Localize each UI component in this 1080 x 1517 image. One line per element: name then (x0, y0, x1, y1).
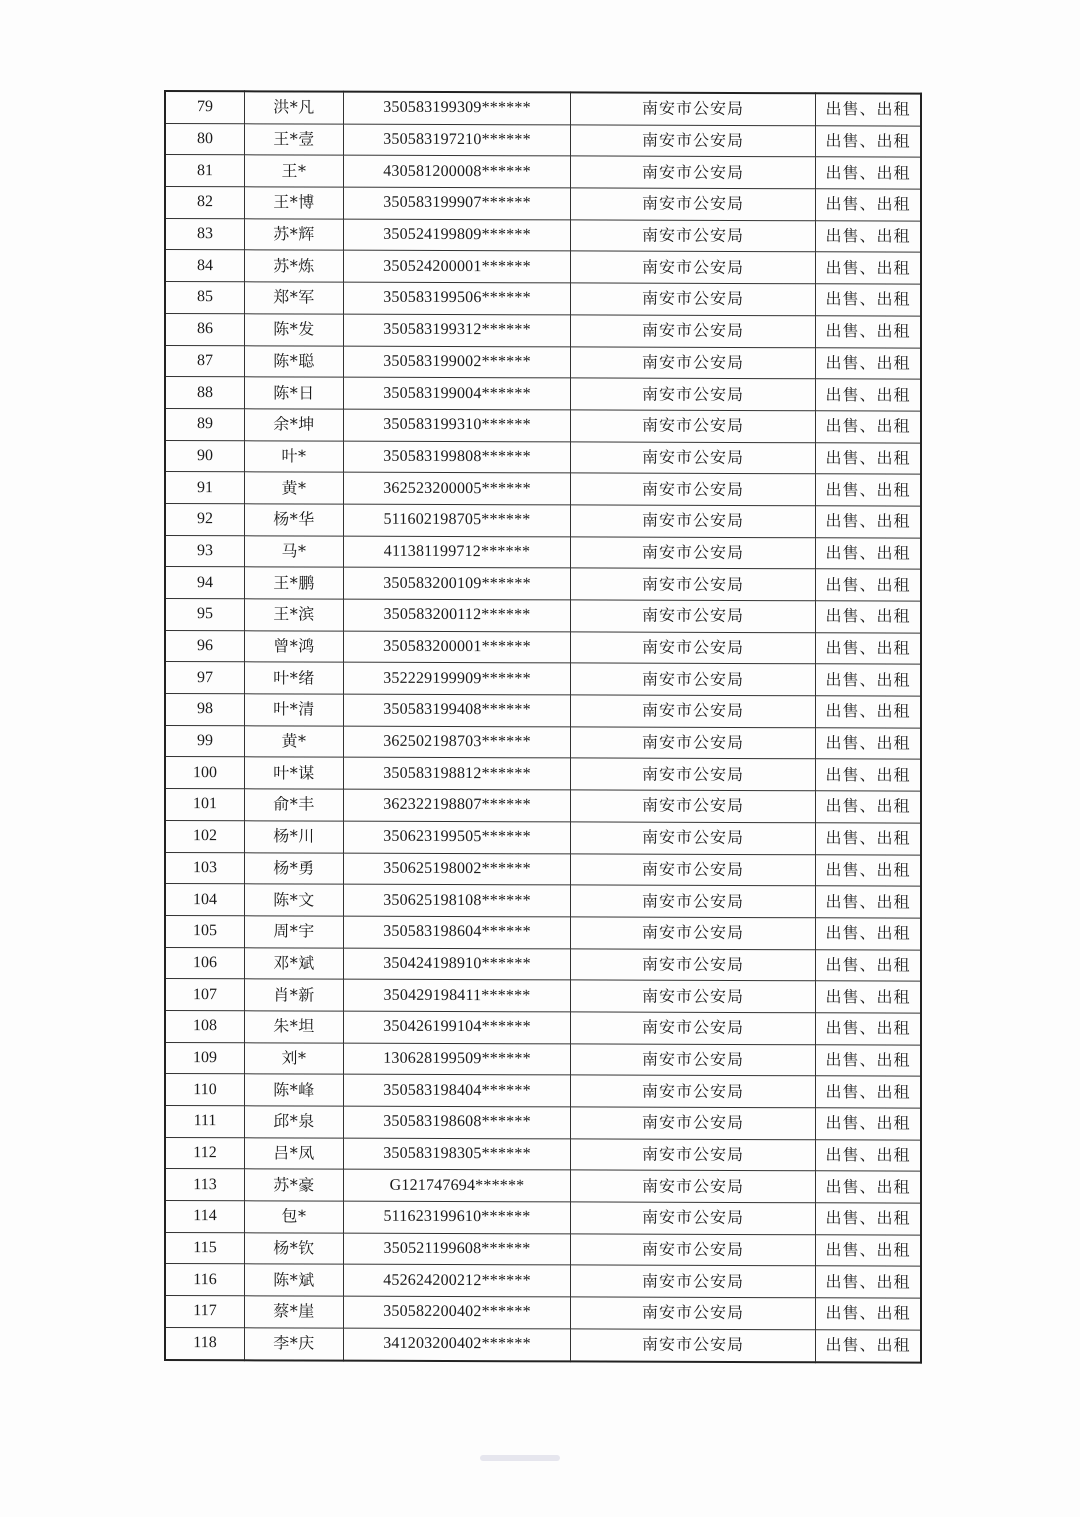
table-row (165, 1106, 921, 1140)
cell-id-number: 430581200008****** (344, 156, 571, 188)
table-row (165, 408, 921, 442)
cell-action: 出售、出租 (816, 823, 922, 855)
cell-action: 出售、出租 (816, 506, 922, 538)
cell-name: 杨*华 (245, 504, 344, 536)
table-row (165, 187, 921, 221)
cell-action: 出售、出租 (816, 1139, 922, 1171)
cell-action: 出售、出租 (816, 1108, 922, 1140)
cell-name: 刘* (245, 1042, 344, 1074)
cell-name: 苏*辉 (245, 219, 344, 251)
cell-number: 103 (165, 852, 245, 884)
cell-number: 84 (165, 250, 245, 282)
cell-id-number: 350583199907****** (344, 187, 571, 219)
cell-action: 出售、出租 (816, 854, 922, 886)
cell-name: 苏*豪 (245, 1169, 344, 1201)
cell-number: 91 (165, 472, 245, 504)
cell-action: 出售、出租 (816, 791, 922, 823)
cell-organization: 南安市公安局 (571, 885, 816, 918)
cell-action: 出售、出租 (816, 632, 922, 664)
cell-action: 出售、出租 (816, 379, 922, 411)
table-row (165, 757, 921, 791)
table-row (165, 1264, 921, 1298)
cell-action: 出售、出租 (816, 728, 922, 760)
cell-number: 99 (165, 725, 245, 757)
cell-name: 杨*川 (245, 821, 344, 853)
cell-id-number: 452624200212****** (344, 1265, 571, 1297)
cell-id-number: 350583198305****** (344, 1138, 571, 1170)
cell-action: 出售、出租 (816, 1235, 922, 1267)
cell-name: 李*庆 (245, 1328, 344, 1361)
table-row (165, 1169, 921, 1203)
cell-number: 86 (165, 313, 245, 345)
cell-organization: 南安市公安局 (571, 917, 816, 950)
cell-number: 111 (165, 1106, 245, 1138)
cell-id-number: 350583199004****** (344, 377, 571, 409)
table-row (165, 123, 921, 157)
cell-number: 105 (165, 915, 245, 947)
cell-name: 王*壹 (245, 123, 344, 155)
cell-organization: 南安市公安局 (571, 1012, 816, 1045)
cell-id-number: 350583198404****** (344, 1074, 571, 1106)
table-row (165, 535, 921, 569)
table-row (165, 218, 921, 252)
cell-organization: 南安市公安局 (571, 188, 816, 221)
cell-number: 82 (165, 187, 245, 219)
cell-name: 叶*谋 (245, 757, 344, 789)
cell-organization: 南安市公安局 (571, 758, 816, 791)
cell-organization: 南安市公安局 (571, 1297, 816, 1330)
table-row (165, 313, 921, 347)
cell-action: 出售、出租 (816, 696, 922, 728)
cell-id-number: 350583200001****** (344, 631, 571, 663)
table-row (165, 1042, 921, 1076)
cell-organization: 南安市公安局 (571, 1044, 816, 1077)
table-row (165, 282, 921, 316)
cell-id-number: 350521199608****** (344, 1233, 571, 1265)
cell-number: 97 (165, 662, 245, 694)
cell-action: 出售、出租 (816, 664, 922, 696)
cell-action: 出售、出租 (816, 411, 922, 443)
cell-number: 116 (165, 1264, 245, 1296)
cell-name: 陈*斌 (245, 1264, 344, 1296)
cell-id-number: 350524200001****** (344, 251, 571, 283)
cell-number: 100 (165, 757, 245, 789)
cell-id-number: 350625198002****** (344, 853, 571, 885)
table-container (164, 90, 918, 1363)
cell-action: 出售、出租 (816, 442, 922, 474)
cell-name: 肖*新 (245, 979, 344, 1011)
cell-organization: 南安市公安局 (571, 1265, 816, 1298)
cell-id-number: 362502198703****** (344, 726, 571, 758)
cell-number: 117 (165, 1296, 245, 1328)
cell-organization: 南安市公安局 (571, 1329, 816, 1362)
cell-name: 叶* (245, 440, 344, 472)
cell-number: 93 (165, 535, 245, 567)
cell-action: 出售、出租 (816, 125, 922, 157)
cell-number: 108 (165, 1010, 245, 1042)
cell-id-number: 350583199408****** (344, 694, 571, 726)
cell-name: 杨*钦 (245, 1233, 344, 1265)
cell-organization: 南安市公安局 (571, 1139, 816, 1172)
table-row (165, 1296, 921, 1330)
cell-organization: 南安市公安局 (571, 1234, 816, 1267)
table-row (165, 155, 921, 189)
cell-name: 包* (245, 1201, 344, 1233)
table-row (165, 694, 921, 728)
cell-name: 黄* (245, 472, 344, 504)
cell-organization: 南安市公安局 (571, 600, 816, 633)
cell-action: 出售、出租 (816, 1266, 922, 1298)
cell-number: 88 (165, 377, 245, 409)
cell-organization: 南安市公安局 (571, 695, 816, 728)
cell-organization: 南安市公安局 (571, 790, 816, 823)
cell-id-number: 350623199505****** (344, 821, 571, 853)
cell-organization: 南安市公安局 (571, 251, 816, 284)
cell-name: 朱*坦 (245, 1011, 344, 1043)
cell-id-number: 511602198705****** (344, 504, 571, 536)
cell-name: 陈*峰 (245, 1074, 344, 1106)
cell-id-number: 350583197210****** (344, 124, 571, 156)
cell-action: 出售、出租 (816, 221, 922, 253)
cell-name: 苏*炼 (245, 250, 344, 282)
cell-action: 出售、出租 (816, 537, 922, 569)
cell-number: 115 (165, 1232, 245, 1264)
cell-action: 出售、出租 (816, 569, 922, 601)
cell-organization: 南安市公安局 (571, 315, 816, 348)
cell-number: 96 (165, 630, 245, 662)
cell-name: 黄* (245, 726, 344, 758)
table-row (165, 947, 921, 981)
table-row (165, 1137, 921, 1171)
cell-id-number: 350625198108****** (344, 884, 571, 916)
cell-name: 王*博 (245, 187, 344, 219)
cell-organization: 南安市公安局 (571, 473, 816, 506)
cell-number: 113 (165, 1169, 245, 1201)
cell-number: 85 (165, 282, 245, 314)
cell-action: 出售、出租 (816, 1076, 922, 1108)
cell-action: 出售、出租 (816, 189, 922, 221)
cell-id-number: 350583199506****** (344, 282, 571, 314)
cell-number: 92 (165, 503, 245, 535)
cell-organization: 南安市公安局 (571, 505, 816, 538)
table-row (165, 1074, 921, 1108)
cell-organization: 南安市公安局 (571, 1075, 816, 1108)
cell-name: 王* (245, 155, 344, 187)
cell-action: 出售、出租 (816, 1203, 922, 1235)
cell-number: 106 (165, 947, 245, 979)
cell-organization: 南安市公安局 (571, 853, 816, 886)
cell-number: 95 (165, 599, 245, 631)
cell-number: 89 (165, 408, 245, 440)
cell-number: 87 (165, 345, 245, 377)
table-row (165, 440, 921, 474)
table-row (165, 884, 921, 918)
cell-id-number: 350583198812****** (344, 758, 571, 790)
cell-id-number: 350583199312****** (344, 314, 571, 346)
cell-organization: 南安市公安局 (571, 727, 816, 760)
cell-name: 曾*鸿 (245, 630, 344, 662)
cell-organization: 南安市公安局 (571, 283, 816, 316)
table-row (165, 503, 921, 537)
cell-name: 吕*凤 (245, 1137, 344, 1169)
table-row (165, 567, 921, 601)
table-row (165, 345, 921, 379)
cell-name: 王*滨 (245, 599, 344, 631)
cell-id-number: 350583198604****** (344, 916, 571, 948)
cell-number: 81 (165, 155, 245, 187)
table-row (165, 852, 921, 886)
cell-organization: 南安市公安局 (571, 1202, 816, 1235)
cell-name: 陈*日 (245, 377, 344, 409)
cell-organization: 南安市公安局 (571, 568, 816, 601)
table-row (165, 91, 921, 126)
table-row (165, 820, 921, 854)
cell-id-number: 350582200402****** (344, 1296, 571, 1328)
cell-number: 98 (165, 694, 245, 726)
cell-organization: 南安市公安局 (571, 822, 816, 855)
cell-organization: 南安市公安局 (571, 441, 816, 474)
cell-id-number: 350424198910****** (344, 948, 571, 980)
cell-action: 出售、出租 (816, 284, 922, 316)
cell-name: 王*鹏 (245, 567, 344, 599)
cell-name: 叶*绪 (245, 662, 344, 694)
record-table (164, 90, 922, 1363)
cell-action: 出售、出租 (816, 1298, 922, 1330)
cell-name: 叶*清 (245, 694, 344, 726)
cell-number: 109 (165, 1042, 245, 1074)
cell-organization: 南安市公安局 (571, 948, 816, 981)
cell-organization: 南安市公安局 (571, 220, 816, 253)
table-row (165, 725, 921, 759)
cell-name: 郑*军 (245, 282, 344, 314)
cell-action: 出售、出租 (816, 347, 922, 379)
cell-name: 周*宇 (245, 916, 344, 948)
table-row (165, 915, 921, 949)
cell-id-number: 350429198411****** (344, 979, 571, 1011)
cell-id-number: 350524199809****** (344, 219, 571, 251)
cell-id-number: 511623199610****** (344, 1201, 571, 1233)
cell-id-number: 341203200402****** (344, 1328, 571, 1361)
cell-number: 114 (165, 1201, 245, 1233)
cell-number: 104 (165, 884, 245, 916)
cell-id-number: 350583198608****** (344, 1106, 571, 1138)
table-row (165, 1010, 921, 1044)
cell-organization: 南安市公安局 (571, 156, 816, 189)
cell-organization: 南安市公安局 (571, 410, 816, 443)
cell-action: 出售、出租 (816, 601, 922, 633)
cell-id-number: 350583199309****** (344, 92, 571, 125)
cell-name: 陈*文 (245, 884, 344, 916)
cell-name: 陈*聪 (245, 345, 344, 377)
cell-id-number: 350583199002****** (344, 346, 571, 378)
table-row (165, 662, 921, 696)
cell-id-number: 350583200112****** (344, 599, 571, 631)
cell-id-number: 350583199808****** (344, 441, 571, 473)
table-row (165, 979, 921, 1013)
table-row (165, 377, 921, 411)
cell-id-number: 362523200005****** (344, 472, 571, 504)
cell-id-number: 130628199509****** (344, 1043, 571, 1075)
scan-mark (480, 1455, 560, 1461)
cell-action: 出售、出租 (816, 886, 922, 918)
cell-organization: 南安市公安局 (571, 378, 816, 411)
cell-id-number: 350583200109****** (344, 567, 571, 599)
cell-number: 83 (165, 218, 245, 250)
table-row (165, 789, 921, 823)
cell-organization: 南安市公安局 (571, 1107, 816, 1140)
cell-name: 俞*丰 (245, 789, 344, 821)
cell-name: 余*坤 (245, 409, 344, 441)
cell-organization: 南安市公安局 (571, 92, 816, 125)
cell-number: 107 (165, 979, 245, 1011)
cell-organization: 南安市公安局 (571, 537, 816, 570)
cell-number: 80 (165, 123, 245, 155)
cell-action: 出售、出租 (816, 1013, 922, 1045)
cell-number: 90 (165, 440, 245, 472)
table-row (165, 1327, 921, 1362)
cell-action: 出售、出租 (816, 474, 922, 506)
cell-action: 出售、出租 (816, 759, 922, 791)
cell-organization: 南安市公安局 (571, 1170, 816, 1203)
cell-action: 出售、出租 (816, 316, 922, 348)
cell-name: 陈*发 (245, 314, 344, 346)
cell-action: 出售、出租 (816, 1044, 922, 1076)
cell-number: 112 (165, 1137, 245, 1169)
cell-name: 蔡*崖 (245, 1296, 344, 1328)
cell-organization: 南安市公安局 (571, 346, 816, 379)
cell-number: 110 (165, 1074, 245, 1106)
cell-action: 出售、出租 (816, 252, 922, 284)
cell-action: 出售、出租 (816, 981, 922, 1013)
cell-number: 102 (165, 820, 245, 852)
cell-name: 邓*斌 (245, 947, 344, 979)
cell-name: 马* (245, 535, 344, 567)
cell-id-number: 352229199909****** (344, 663, 571, 695)
cell-id-number: 350426199104****** (344, 1011, 571, 1043)
cell-number: 101 (165, 789, 245, 821)
table-row (165, 599, 921, 633)
cell-name: 杨*勇 (245, 852, 344, 884)
table-body (165, 91, 921, 1362)
table-row (165, 630, 921, 664)
cell-organization: 南安市公安局 (571, 125, 816, 158)
cell-action: 出售、出租 (816, 157, 922, 189)
cell-action: 出售、出租 (816, 1171, 922, 1203)
cell-id-number: G121747694****** (344, 1170, 571, 1202)
cell-organization: 南安市公安局 (571, 632, 816, 665)
cell-action: 出售、出租 (816, 93, 922, 126)
cell-number: 118 (165, 1327, 245, 1359)
cell-organization: 南安市公安局 (571, 980, 816, 1013)
table-row (165, 250, 921, 284)
cell-id-number: 362322198807****** (344, 789, 571, 821)
cell-number: 79 (165, 91, 245, 123)
cell-organization: 南安市公安局 (571, 663, 816, 696)
cell-action: 出售、出租 (816, 1330, 922, 1363)
cell-action: 出售、出租 (816, 918, 922, 950)
table-row (165, 1201, 921, 1235)
cell-action: 出售、出租 (816, 949, 922, 981)
cell-number: 94 (165, 567, 245, 599)
cell-id-number: 350583199310****** (344, 409, 571, 441)
cell-id-number: 411381199712****** (344, 536, 571, 568)
cell-name: 洪*凡 (245, 91, 344, 124)
table-row (165, 1232, 921, 1266)
cell-name: 邱*泉 (245, 1106, 344, 1138)
table-row (165, 472, 921, 506)
